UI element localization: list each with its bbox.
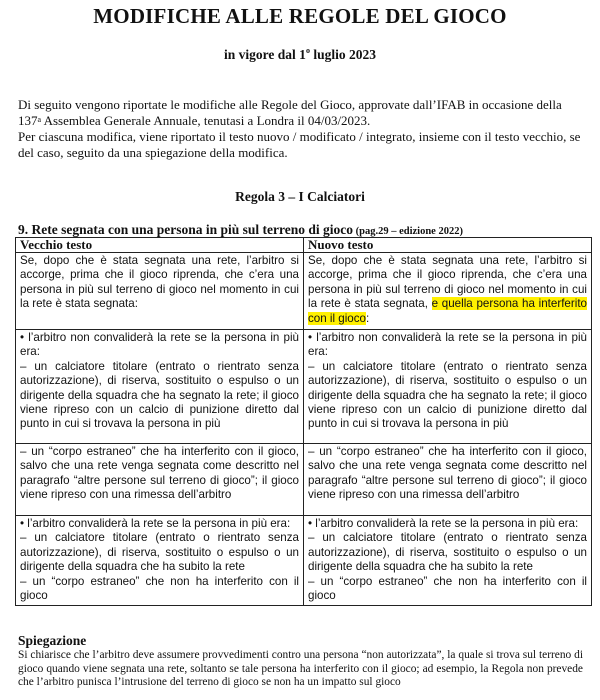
section-page-reference: (pag.29 – edizione 2022) — [353, 226, 463, 237]
new-text-cell: – un “corpo estraneo” che ha interferito con il gioco, salvo che una rete venga segnata come descritto nel paragrafo “altre persone sul terreno di gioco”; il gioco viene ripreso con una rimessa dell’arbitro — [304, 444, 592, 516]
intro-paragraph-1 — [18, 97, 583, 129]
new-text-column-header: Nuovo testo — [304, 238, 592, 253]
section-title — [18, 222, 588, 238]
table-row — [16, 516, 592, 606]
intro-paragraph-2: Per ciascuna modifica, viene riportato il testo nuovo / modificato / integrato, insieme con il testo vecchio, se del caso, seguito da una spiegazione della modifica. — [18, 129, 581, 160]
old-text-column-header: Vecchio testo — [16, 238, 304, 253]
document-title: MODIFICHE ALLE REGOLE DEL GIOCO — [93, 4, 507, 28]
highlighted-change: e quella persona ha interferito con il gioco — [308, 297, 587, 325]
intro-p1-superscript: a — [37, 115, 42, 124]
document-subtitle — [0, 47, 600, 63]
rule-heading: Regola 3 – I Calciatori — [235, 189, 365, 204]
table-header-row — [16, 238, 592, 253]
old-text-cell: Se, dopo che è stata segnata una rete, l’arbitro si accorge, prima che il gioco riprenda, che c’era una persona in più sul terreno di gioco nel momento in cui la rete è stata segnata: — [16, 253, 304, 330]
intro-p1-start: Di seguito vengono riportate le modifiche alle Regole del Gioco, approvate dall’IFAB in occasione della 137 — [18, 97, 562, 128]
table-row — [16, 444, 592, 516]
table-row — [16, 330, 592, 444]
new-text-cell: • l’arbitro non convaliderà la rete se la persona in più era: – un calciatore titolare (entrato o rientrato senza autorizzazione), di riserva, sostituito o espulso o un dirigente della squadra che ha segnato la rete; il gioco viene ripreso con un calcio di punizione diretto dal punto in cui si trovava la persona in più — [304, 330, 592, 444]
subtitle-text-end: luglio 2023 — [309, 47, 376, 62]
new-text-cell: • l’arbitro convaliderà la rete se la persona in più era: – un calciatore titolare (entrato o rientrato senza autorizzazione), di riserva, sostituito o espulso o un dirigente della squadra che ha subito la rete – un “corpo estraneo” che non ha interferito con il gioco — [304, 516, 592, 606]
new-text-end: : — [366, 311, 370, 325]
table-row — [16, 253, 592, 330]
new-text-part: Se, dopo che è stata segnata una rete, l’arbitro si accorge, prima che il gioco riprenda, che c’era una persona in più sul terreno di gioco nel momento in cui la rete è stata segnata, — [308, 254, 587, 311]
intro-text — [18, 97, 583, 161]
new-text-cell — [304, 253, 592, 330]
subtitle-text-start: in vigore dal 1 — [224, 47, 306, 62]
comparison-table — [15, 237, 592, 606]
old-text-cell: • l’arbitro non convaliderà la rete se la persona in più era: – un calciatore titolare (entrato o rientrato senza autorizzazione), di riserva, sostituito o espulso o un dirigente della squadra che ha segnato la rete; il gioco viene ripreso con un calcio di punizione diretto dal punto in cui si trovava la persona in più — [16, 330, 304, 444]
old-text-cell: • l’arbitro convaliderà la rete se la persona in più era: – un calciatore titolare (entrato o rientrato senza autorizzazione), di riserva, sostituito o espulso o un dirigente della squadra che ha subito la rete – un “corpo estraneo” che non ha interferito con il gioco — [16, 516, 304, 606]
intro-p1-end: Assemblea Generale Annuale, tenutasi a Londra il 04/03/2023. — [41, 113, 371, 128]
explanation-title: Spiegazione — [18, 633, 87, 648]
old-text-cell: – un “corpo estraneo” che ha interferito con il gioco, salvo che una rete venga segnata come descritto nel paragrafo “altre persone sul terreno di gioco”; il gioco viene ripreso con una rimessa dell’arbitro — [16, 444, 304, 516]
subtitle-superscript: o — [305, 46, 310, 55]
explanation-text: Si chiarisce che l’arbitro deve assumere provvedimenti contro una persona “non autorizzata”, la quale si trova sul terreno di gioco quando viene segnata una rete, soltanto se tale persona ha interferito con il gioco; ad esempio, la Regola non prevede che l’arbitro punisca l’intrusione del terreno di gioco se non ha un impatto sul gioco — [18, 649, 583, 689]
section-title-text: 9. Rete segnata con una persona in più sul terreno di gioco — [18, 222, 354, 237]
